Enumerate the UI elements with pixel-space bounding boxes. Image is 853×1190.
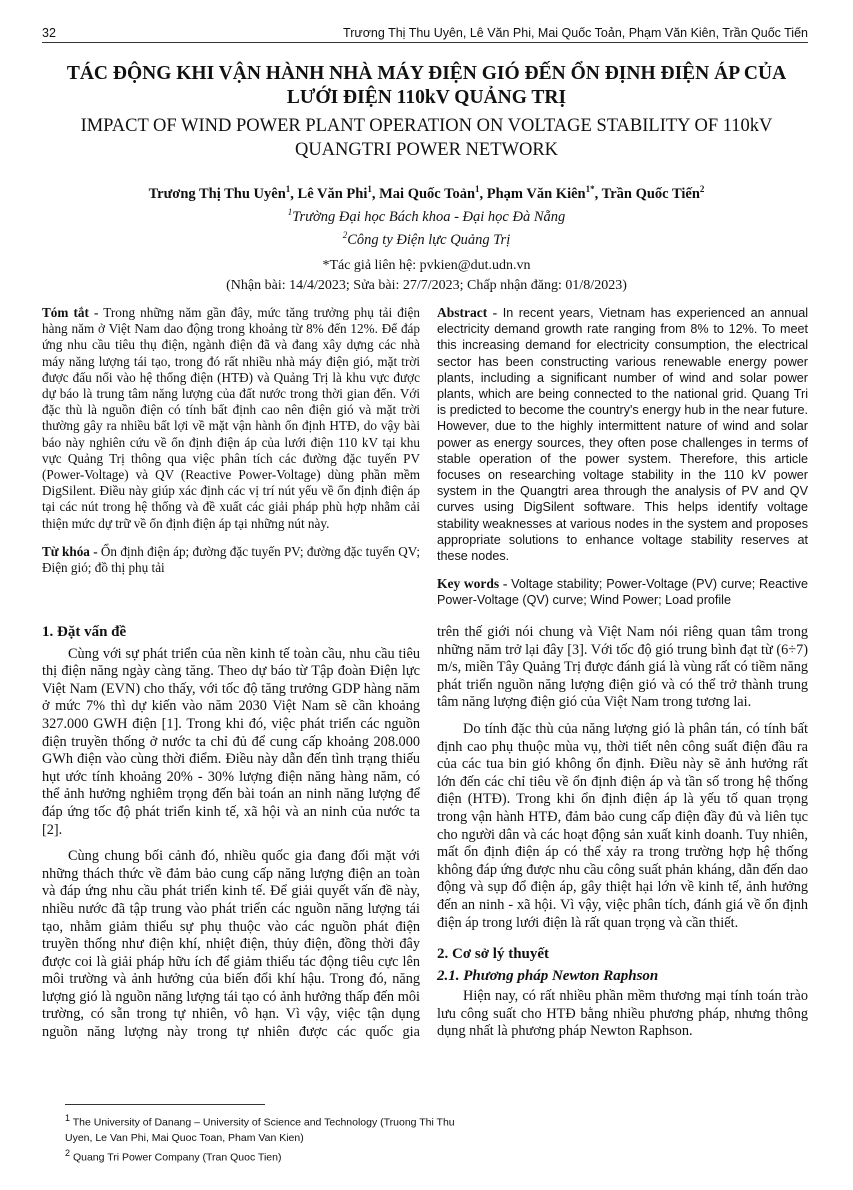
author-mark: 1 bbox=[475, 184, 480, 194]
section-heading: 2. Cơ sở lý thuyết bbox=[437, 946, 550, 963]
footnote bbox=[65, 1146, 465, 1166]
author: Trần Quốc Tiến bbox=[601, 185, 700, 202]
abstract-label: Tóm tắt - bbox=[42, 305, 99, 320]
affiliation-text: Công ty Điện lực Quảng Trị bbox=[347, 231, 511, 248]
body-column-right bbox=[437, 624, 808, 1050]
paragraph: Do tính đặc thù của năng lượng gió là phân tán, có tính bất định cao phụ thuộc mùa vụ, thời tiết nên công suất điện đầu ra của các tua bin gió không ổn định. Điều này sẽ ảnh hưởng rất lớn đến các chỉ tiêu về ổn định điện áp và tần số trong hệ thống điện (HTĐ). Trong khi ổn định điện áp là yếu tố quan trọng trong vận hành HTĐ, đảm bảo cung cấp điện đầy đủ và liên tục cho người dân và các hoạt động sản xuất kinh doanh. Tuy nhiên, mất ổn định điện áp có thể xảy ra trong trường hợp hệ thống không đáp ứng được nhu cầu công suất phản kháng, dẫn đến dao động và sụp đổ điện áp, gây thiệt hại lớn về kinh tế, ảnh hưởng đến an ninh - xã hội. Vì vậy, việc phân tích, đánh giá về ổn định điện áp trong lưới điện là rất quan trọng và cần thiết. bbox=[437, 720, 808, 931]
section-heading: 1. Đặt vấn đề bbox=[42, 624, 127, 640]
affiliation-mark: 1 bbox=[287, 206, 293, 217]
footnote-text: The University of Danang – University of Science and Technology (Truong Thi Thu Uyen, Le Van Phi, Mai Quoc Toan, Pham Van Kien) bbox=[65, 1116, 455, 1144]
affiliation bbox=[40, 226, 813, 249]
title-english: IMPACT OF WIND POWER PLANT OPERATION ON VOLTAGE STABILITY OF 110kV QUANGTRI POWER NETWORK bbox=[80, 116, 773, 160]
paragraph: Hiện nay, có rất nhiều phần mềm thương mại tính toán trào lưu công suất cho HTĐ bằng nhiều phương pháp, nhưng thông dụng nhất là phương pháp Newton Raphson. bbox=[437, 988, 808, 1040]
footnote-mark: 1 bbox=[65, 1113, 71, 1123]
paragraph: Cùng chung bối cảnh đó, nhiều quốc gia đang đối mặt với những thách thức về đảm bảo cung cấp năng lượng điện an toàn và đáp ứng nhu cầu phát triển kinh tế. Để giải quyết vấn đề này, nhiều nước đã tập trung vào phát triển các nguồn năng lượng tái tạo, nhằm giảm thiểu sự phụ thuộc vào các nguồn phát điện truyền thống như điện khí, nhiệt điện, thủy điện, đồng thời đây được coi là giải pháp hữu ích để giảm thiểu tác động tiêu cực lên môi trường và ảnh hưởng của biến đổi khí hậu. Trong đó, năng lượng gió là nguồn năng lượng tái tạo có ảnh hưởng thấp đến môi trường, có sẵn trong tự nhiên, vô hạn. Vì vậy, việc tận dụng nguồn năng lượng này trong tự nhiên được các quốc gia bbox=[42, 848, 420, 1041]
affiliation-mark: 2 bbox=[342, 229, 348, 240]
title-vietnamese: TÁC ĐỘNG KHI VẬN HÀNH NHÀ MÁY ĐIỆN GIÓ ĐẾN ỔN ĐỊNH ĐIỆN ÁP CỦA LƯỚI ĐIỆN 110kV QUẢNG TRỊ bbox=[66, 63, 787, 108]
footnote-separator bbox=[65, 1104, 265, 1105]
abstract-vietnamese bbox=[42, 305, 420, 588]
subsection-heading: 2.1. Phương pháp Newton Raphson bbox=[437, 967, 659, 984]
affiliation bbox=[40, 203, 813, 226]
keywords-label: Từ khóa - bbox=[42, 543, 98, 559]
submission-dates: (Nhận bài: 14/4/2023; Sửa bài: 27/7/2023; Chấp nhận đăng: 01/8/2023) bbox=[226, 278, 627, 294]
author: Mai Quốc Toản bbox=[379, 185, 476, 202]
abstract-text: Trong những năm gần đây, mức tăng trưởng phụ tải điện hàng năm ở Việt Nam dao động trong khoảng từ 8% đến 12%. Để đáp ứng nhu cầu tiêu thụ điện, ngành điện đã và đang xây dựng các nhà máy năng lượng tái tạo, trong đó rất nhiều nhà máy điện gió, mặt trời được đấu nối vào hệ thống điện (HTĐ) và Quảng Trị là khu vực được dự báo là trung tâm năng lượng của đất nước trong thời gian đến. Với đặc thù là nguồn điện có tính bất định cao nên điện gió và mặt trời thường gây ra nhiều bất lợi về mặt vận hành ổn định HTĐ, do vậy bài báo này nghiên cứu về ổn định điện áp của lưới điện 110 kV tại khu vực Quảng Trị thông qua việc phân tích các đường đặc tuyến PV (Power-Voltage) và QV (Reactive Power-Voltage) dùng phần mềm DigSilent. Điều này giúp xác định các vị trí nút yếu về ổn định điện áp tại các nút trong hệ thống và đề xuất các giải pháp phù hợp nhằm cải thiện mức dự trữ về ổn định điện áp tại những nút này. bbox=[42, 305, 420, 531]
keywords-label: Key words - bbox=[437, 576, 508, 592]
body-column-left bbox=[42, 624, 420, 1051]
author: Lê Văn Phi bbox=[297, 185, 368, 202]
keywords-text: Ổn định điện áp; đường đặc tuyến PV; đường đặc tuyến QV; Điện gió; đồ thị phụ tải bbox=[42, 543, 420, 576]
title-block bbox=[40, 62, 813, 294]
author-mark: 1* bbox=[585, 184, 595, 194]
paragraph: trên thế giới nói chung và Việt Nam nói riêng quan tâm trong những năm trở lại đây [3]. Với tốc độ gió trung bình đạt từ (6÷7) m/s, miền Tây Quảng Trị được đánh giá là vùng rất có tiềm năng phát triển nguồn năng lượng điện gió và có thể trở thành trung tâm năng lượng điện gió của Việt Nam trong tương lai. bbox=[437, 624, 808, 711]
running-authors: Trương Thị Thu Uyên, Lê Văn Phi, Mai Quốc Toản, Phạm Văn Kiên, Trần Quốc Tiến bbox=[343, 26, 808, 40]
paragraph: Cùng với sự phát triển của nền kinh tế toàn cầu, nhu cầu tiêu thị điện năng ngày càng tăng. Theo dự báo từ Tập đoàn Điện lực Việt Nam (EVN) cho thấy, với tốc độ tăng trưởng GDP hàng năm ở mức 7% thì dự kiến vào năm 2030 Việt Nam sẽ cần khoảng 327.000 GWH điện [1]. Trong khi đó, việc phát triển các nguồn điện truyền thống ở nước ta chỉ đủ để cung cấp khoảng 208.000 GWh điện vào cùng thời điểm. Điều này dẫn đến tình trạng thiếu hụt ước tính khoảng 20% - 30% lượng điện năng hàng năm, có thể ảnh hưởng nghiêm trọng đến bài toán an ninh năng lượng để đáp ứng tốc độ phát triển kinh tế, xã hội và an ninh của nước ta [2]. bbox=[42, 645, 420, 838]
footnote-mark: 2 bbox=[65, 1147, 71, 1158]
author-mark: 2 bbox=[699, 184, 705, 194]
abstract-english bbox=[437, 305, 808, 621]
abstract-label: Abstract - bbox=[437, 305, 498, 320]
page-number: 32 bbox=[42, 26, 56, 40]
author-list: Trương Thị Thu Uyên$^1$, Lê Văn Phi$^1$, Mai Quốc Toản$^1$, Phạm Văn Kiên$^{1*}$, Trần Quốc Tiến$^2$ bbox=[148, 184, 705, 202]
abstract-text: In recent years, Vietnam has experienced an annual electricity demand growth rate ranging from 8% to 12%. To meet this increasing demand for electricity consumption, the electrical sector has been constructing various renewable energy power plants, including a significant number of wind and solar power plants, which are being connected to the national grid. Quang Tri is predicted to become the country's energy hub in the near future. However, due to the highly intermittent nature of wind and solar power as energy sources, they often pose challenges in terms of stable operation of the power system. Therefore, this article focuses on researching voltage stability in the 110 kV power system in the Quangtri area through the analysis of PV and QV curves using DigSilent software. This helps identify voltage stability weaknesses at various nodes in the system and proposes appropriate solutions to enhance voltage stability reserves at these nodes. bbox=[437, 306, 809, 564]
author: Phạm Văn Kiên bbox=[486, 185, 586, 202]
footnotes bbox=[65, 1104, 465, 1165]
affiliation-text: Trường Đại học Bách khoa - Đại học Đà Nẵng bbox=[292, 208, 566, 225]
keywords-text: Voltage stability; Power-Voltage (PV) curve; Reactive Power-Voltage (QV) curve; Wind Power; Load profile bbox=[437, 577, 808, 608]
author-mark: 1 bbox=[367, 184, 372, 194]
footnote bbox=[65, 1111, 465, 1146]
corresponding-author: *Tác giả liên hệ: pvkien@dut.udn.vn bbox=[322, 258, 531, 274]
author-mark: 1 bbox=[285, 184, 291, 194]
footnote-text: Quang Tri Power Company (Tran Quoc Tien) bbox=[72, 1151, 282, 1163]
author: Trương Thị Thu Uyên bbox=[148, 185, 286, 202]
running-header bbox=[42, 22, 808, 43]
